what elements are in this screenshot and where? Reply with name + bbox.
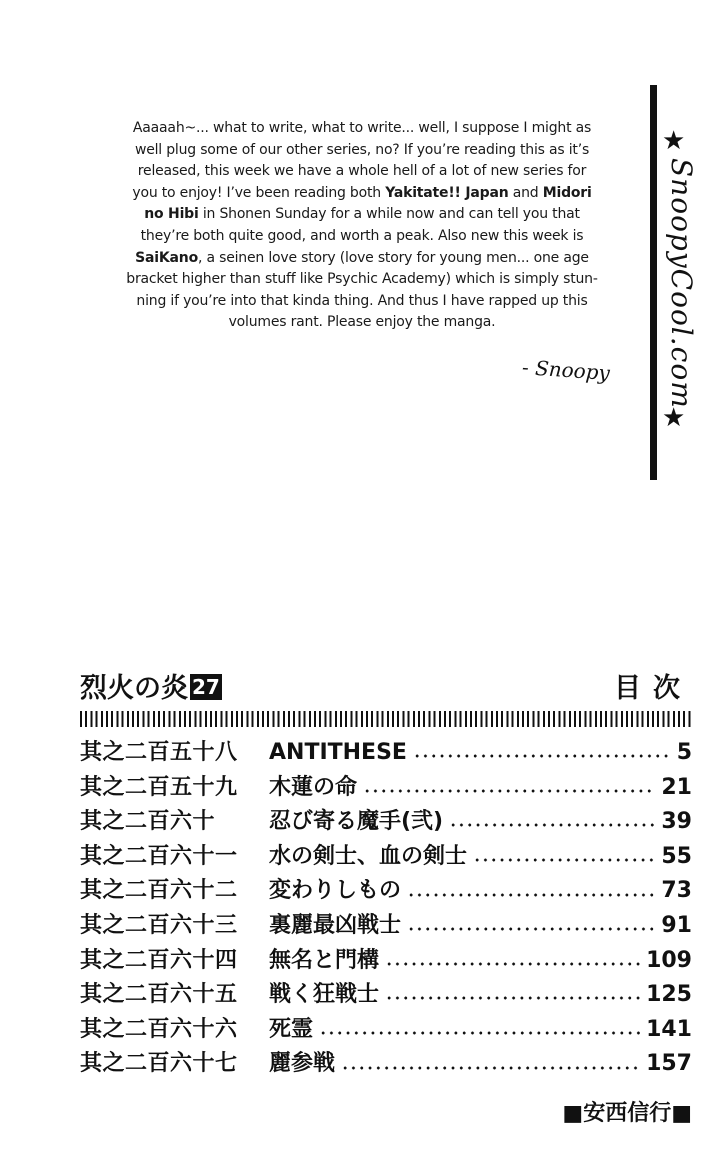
note-line (112, 140, 612, 162)
note-line (112, 291, 612, 313)
toc-list (80, 735, 692, 1081)
page-number: 157 (646, 1051, 692, 1077)
series-name: SaiKano (135, 249, 198, 266)
chapter-title: 戦く狂戦士 (269, 982, 380, 1008)
dot-leader (407, 927, 655, 931)
note-line (112, 204, 612, 226)
toc-row (80, 804, 692, 839)
page-number: 91 (661, 912, 692, 938)
note-text: , a seinen love story (love story for young men... one age (197, 249, 589, 266)
series-name: Midori (542, 184, 592, 201)
note-text: Aaaaah~... what to write, what to write... well, I suppose I might as (132, 120, 592, 136)
chapter-title: 水の剣士、血の剣士 (269, 843, 468, 869)
star-icon: ★ (662, 403, 686, 433)
chapter-number: 其之二百五十八 (80, 740, 238, 765)
toc-row (80, 735, 692, 770)
dot-leader (473, 858, 655, 862)
chapter-title: 木蓮の命 (269, 774, 358, 800)
dot-leader (449, 823, 655, 827)
note-text: bracket higher than stuff like Psychic Academy) which is simply stun- (126, 271, 598, 288)
note-text: released, this week we have a whole hell of a lot of new series for (137, 163, 587, 180)
note-text: you to enjoy! I’ve been reading both (132, 184, 386, 201)
chapter-number: 其之二百六十 (80, 809, 216, 835)
note-line (112, 226, 612, 248)
series-title (80, 666, 222, 705)
dot-leader (363, 789, 655, 793)
toc-row (80, 770, 692, 805)
chapter-title: 変わりしもの (269, 878, 402, 904)
chapter-number: 其之二百五十九 (80, 774, 238, 800)
chapter-title: 無名と門構 (269, 947, 380, 973)
page-number: 109 (646, 947, 692, 973)
note-text: well plug some of our other series, no? If you’re reading this as it’s (134, 141, 590, 158)
dot-leader (385, 962, 640, 966)
chapter-title: 死霊 (269, 1016, 314, 1042)
toc-row (80, 908, 692, 943)
toc-header (80, 664, 692, 704)
signature: - Snoopy (521, 354, 611, 386)
chapter-number: 其之二百六十四 (80, 947, 238, 973)
page-number: 5 (676, 740, 692, 765)
dot-leader (341, 1066, 640, 1070)
note-text: volumes rant. Please enjoy the manga. (228, 314, 496, 331)
translator-note (112, 118, 612, 334)
chapter-title: ANTITHESE (269, 740, 407, 765)
page-number: 125 (646, 982, 692, 1008)
page-number: 21 (661, 774, 692, 800)
note-text: ning if you’re into that kinda thing. And thus I have rapped up this (136, 292, 588, 309)
toc-row (80, 1012, 692, 1047)
note-text: and (508, 184, 543, 201)
toc-row (80, 873, 692, 908)
page-number: 55 (661, 843, 692, 869)
vertical-rule (650, 85, 657, 480)
chapter-number: 其之二百六十七 (80, 1051, 238, 1077)
dot-leader (319, 1031, 640, 1035)
chapter-title: 麗参戦 (269, 1051, 336, 1077)
note-line (112, 118, 612, 140)
chapter-number: 其之二百六十一 (80, 843, 238, 869)
author-name: ■安西信行■ (562, 1101, 692, 1126)
dot-leader (407, 893, 655, 897)
page-number: 73 (661, 878, 692, 904)
series-name: no Hibi (144, 206, 199, 223)
contents-heading: 目次 (614, 673, 692, 704)
series-title-text: 烈火の炎 (80, 673, 188, 704)
note-line (112, 183, 612, 205)
note-text: they’re both quite good, and worth a peak. Also new this week is (140, 227, 584, 244)
volume-badge: 27 (192, 675, 220, 699)
note-line (112, 269, 612, 291)
toc-row (80, 839, 692, 874)
dot-leader (385, 996, 640, 1000)
note-line (112, 248, 612, 270)
toc-row (80, 943, 692, 978)
note-line (112, 161, 612, 183)
toc-row (80, 1046, 692, 1081)
toc-row (80, 977, 692, 1012)
chapter-number: 其之二百六十三 (80, 912, 238, 938)
chapter-number: 其之二百六十五 (80, 982, 238, 1008)
website-credit: SnoopyCool.com (665, 158, 698, 409)
chapter-title: 忍び寄る魔手(弐) (269, 809, 444, 835)
note-text: in Shonen Sunday for a while now and can tell you that (198, 206, 580, 223)
page-number: 141 (646, 1016, 692, 1042)
page-number: 39 (661, 809, 692, 835)
chapter-number: 其之二百六十二 (80, 878, 238, 904)
series-name: Yakitate!! Japan (385, 184, 509, 201)
tick-rule-divider (80, 711, 692, 727)
chapter-number: 其之二百六十六 (80, 1016, 238, 1042)
chapter-title: 裏麗最凶戦士 (269, 912, 402, 938)
star-icon: ★ (662, 126, 686, 156)
note-line (112, 312, 612, 334)
dot-leader (413, 754, 671, 758)
